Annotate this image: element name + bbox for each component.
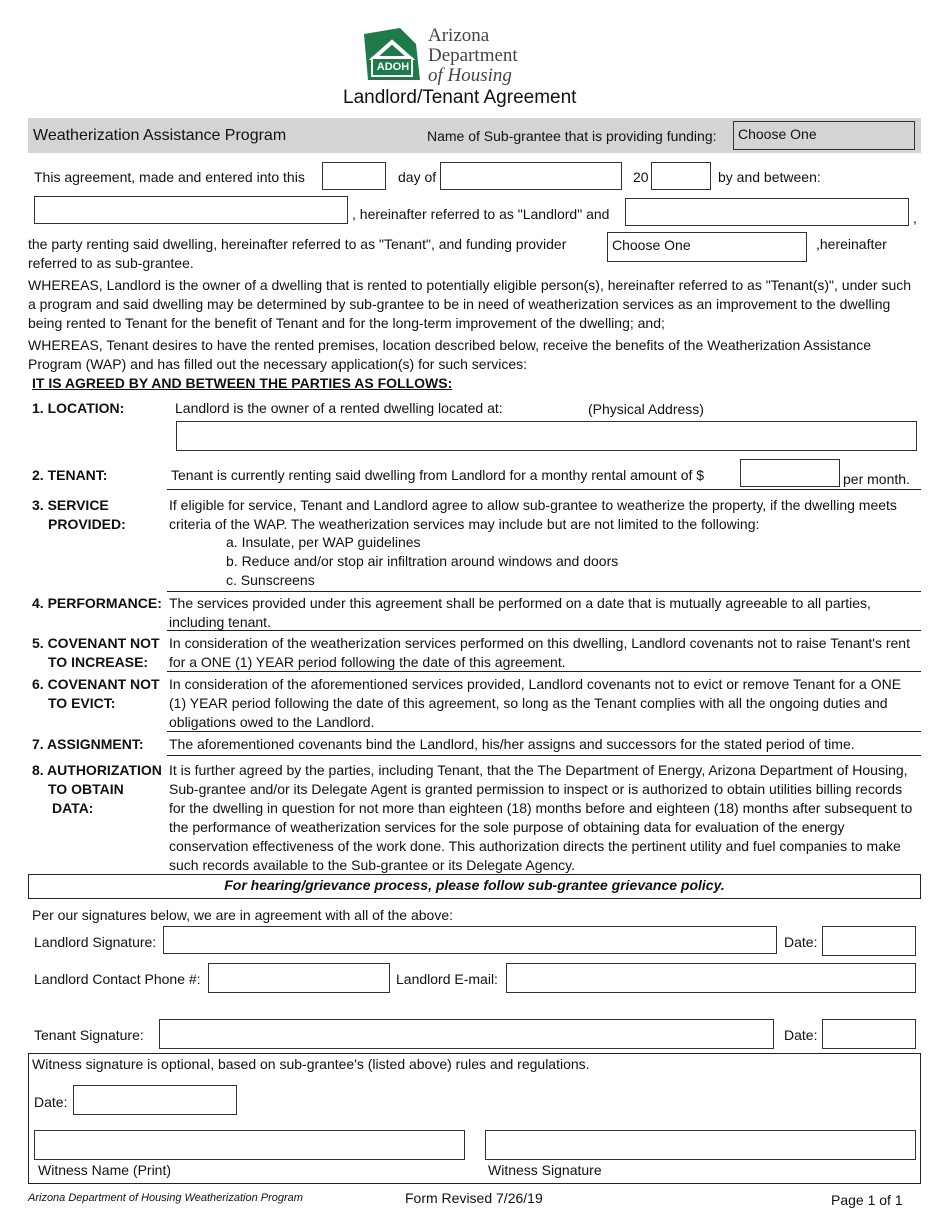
form-title: Landlord/Tenant Agreement — [343, 87, 577, 108]
comma-text: , — [913, 210, 917, 226]
evict-text: In consideration of the aforementioned services provided, Landlord covenants not to evict or remove Tenant for a ONE (1) YEAR period following the date of this agreement, so long as the Tenant complies with all the ongoing duties and obligations owed to the Landlord. — [169, 676, 902, 730]
day-input[interactable] — [322, 162, 386, 190]
witness-name-label: Witness Name (Print) — [38, 1162, 172, 1178]
house-logo-icon — [360, 26, 424, 82]
performance-label: 4. PERFORMANCE: — [32, 595, 162, 611]
org-name-line3: of Housing — [428, 65, 512, 86]
landlord-name-input[interactable] — [34, 196, 348, 224]
assignment-label: 7. ASSIGNMENT: — [32, 736, 144, 752]
service-item: b. Reduce and/or stop air infiltration around windows and doors — [226, 553, 619, 569]
subgrantee-label: Name of Sub-grantee that is providing funding: — [427, 128, 717, 144]
authorization-text: It is further agreed by the parties, including Tenant, that the The Department of Energy, Arizona Department of Housing, Sub-grantee and/or its Delegate Agent is granted permission to inspect or is authorized to obtain utilities billing records for the dwelling in question for not more than eighteen (18) months before and eighteen (18) months after subsequent to the performance of weatherization services for the sole purpose of obtaining data for evaluation of the energy conservation effectiveness of the work done. This authorization directs the pertinent utility and fuel companies to make such records available to the Sub-grantee or its Delegate Agency. — [169, 762, 913, 873]
divider — [167, 731, 921, 732]
landlord-date-label: Date: — [784, 934, 818, 950]
tenant-signature-label: Tenant Signature: — [34, 1027, 144, 1043]
authorization-label-1: 8. AUTHORIZATION — [32, 762, 162, 778]
landlord-ref-text: , hereinafter referred to as "Landlord" and — [352, 206, 610, 222]
location-label: 1. LOCATION: — [32, 400, 125, 416]
tenant-text: Tenant is currently renting said dwelling from Landlord for a monthy rental amount of $ — [171, 467, 705, 483]
funding-provider-select[interactable]: Choose One — [607, 232, 807, 262]
divider — [167, 489, 921, 490]
evict-label-2: TO EVICT: — [48, 695, 116, 711]
service-text: If eligible for service, Tenant and Landlord agree to allow sub-grantee to weatherize the property, if the dwelling meets criteria of the WAP. The weatherization services may include but are not limited to the following: — [169, 497, 897, 532]
tenant-date-label: Date: — [784, 1027, 818, 1043]
agreement-made-text: This agreement, made and entered into this — [34, 169, 305, 185]
evict-label-1: 6. COVENANT NOT — [32, 676, 160, 692]
year-prefix-text: 20 — [633, 169, 649, 185]
party-renting-text: the party renting said dwelling, hereinafter referred to as "Tenant", and funding provider — [28, 236, 567, 252]
service-item: c. Sunscreens — [226, 572, 315, 588]
tenant-name-input[interactable] — [625, 198, 909, 226]
landlord-phone-label: Landlord Contact Phone #: — [34, 971, 201, 987]
service-label-2: PROVIDED: — [48, 516, 126, 532]
whereas-landlord: WHEREAS, Landlord is the owner of a dwelling that is rented to potentially eligible person(s), hereinafter referred to as "Tenant(s)", under such a program and said dwelling may be determined by sub-grantee to be in need of weatherization services as an improvement to the dwelling being rented to Tenant for the benefit of Tenant and for the long-term improvement of the dwelling; and; — [28, 277, 912, 331]
year-input[interactable] — [651, 162, 711, 190]
increase-label-2: TO INCREASE: — [48, 654, 149, 670]
authorization-label-3: DATA: — [52, 800, 94, 816]
location-hint: (Physical Address) — [588, 401, 704, 417]
program-name: Weatherization Assistance Program — [33, 127, 287, 144]
landlord-signature-input[interactable] — [163, 926, 777, 954]
physical-address-input[interactable] — [176, 421, 917, 451]
org-name-line1: Arizona — [428, 25, 490, 46]
footer-org: Arizona Department of Housing Weatherization Program — [28, 1192, 303, 1204]
landlord-date-input[interactable] — [822, 926, 916, 956]
rent-amount-input[interactable] — [740, 459, 840, 487]
landlord-signature-label: Landlord Signature: — [34, 934, 157, 950]
per-month-text: per month. — [843, 471, 910, 487]
performance-text: The services provided under this agreement shall be performed on a date that is mutually agreeable to all parties, including tenant. — [169, 595, 871, 630]
footer-revision: Form Revised 7/26/19 — [405, 1190, 543, 1206]
divider — [167, 630, 921, 631]
org-name-line2: Department — [428, 45, 518, 66]
witness-note: Witness signature is optional, based on sub-grantee's (listed above) rules and regulations. — [32, 1056, 590, 1072]
authorization-label-2: TO OBTAIN — [48, 781, 124, 797]
landlord-email-input[interactable] — [506, 963, 916, 993]
grievance-text: For hearing/grievance process, please follow sub-grantee grievance policy. — [224, 877, 725, 893]
signatures-intro: Per our signatures below, we are in agreement with all of the above: — [32, 907, 454, 923]
tenant-signature-input[interactable] — [159, 1019, 774, 1049]
whereas-tenant: WHEREAS, Tenant desires to have the rented premises, location described below, receive the benefits of the Weatherization Assistance Program (WAP) and has filled out the necessary application(s) for such services: — [28, 337, 872, 372]
assignment-text: The aforementioned covenants bind the Landlord, his/her assigns and successors for the stated period of time. — [169, 736, 855, 752]
footer-page: Page 1 of 1 — [831, 1192, 903, 1208]
day-of-text: day of — [398, 169, 437, 185]
hereinafter-text: ,hereinafter — [816, 236, 887, 252]
logo — [360, 26, 424, 82]
divider — [167, 591, 921, 592]
divider — [167, 671, 921, 672]
increase-label-1: 5. COVENANT NOT — [32, 635, 160, 651]
witness-name-input[interactable] — [34, 1130, 465, 1160]
tenant-label: 2. TENANT: — [32, 467, 108, 483]
landlord-phone-input[interactable] — [208, 963, 390, 993]
witness-date-input[interactable] — [73, 1085, 237, 1115]
by-and-between-text: by and between: — [718, 169, 821, 185]
location-text: Landlord is the owner of a rented dwelling located at: — [175, 400, 503, 416]
logo-text: ADOH — [376, 61, 410, 73]
landlord-email-label: Landlord E-mail: — [396, 971, 498, 987]
witness-signature-label: Witness Signature — [488, 1162, 602, 1178]
month-input[interactable] — [440, 162, 622, 190]
tenant-date-input[interactable] — [822, 1019, 916, 1049]
divider — [167, 755, 921, 756]
subgrantee-select[interactable]: Choose One — [733, 121, 915, 150]
service-item: a. Insulate, per WAP guidelines — [226, 534, 421, 550]
increase-text: In consideration of the weatherization services performed on this dwelling, Landlord covenants not to raise Tenant's rent for a ONE (1) YEAR period following the date of this agreement. — [169, 635, 910, 670]
service-label-1: 3. SERVICE — [32, 497, 109, 513]
sub-grantee-ref-text: referred to as sub-grantee. — [28, 255, 194, 271]
agreed-heading: IT IS AGREED BY AND BETWEEN THE PARTIES AS FOLLOWS: — [32, 375, 453, 391]
witness-signature-input[interactable] — [485, 1130, 916, 1160]
witness-date-label: Date: — [34, 1094, 68, 1110]
